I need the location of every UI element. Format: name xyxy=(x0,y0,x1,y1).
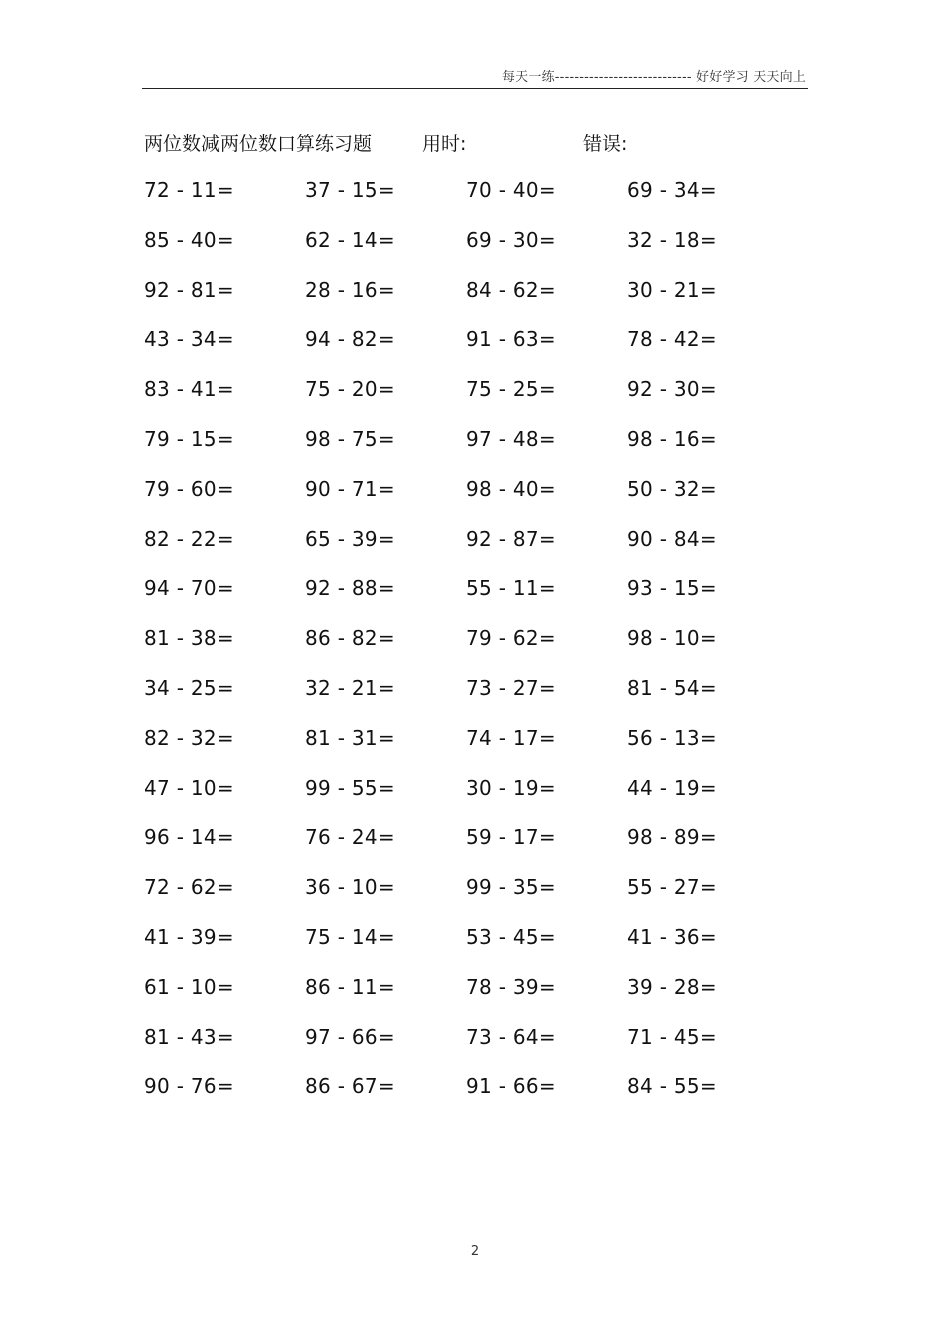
problem-item: 83 - 41= xyxy=(144,377,234,402)
problem-item: 79 - 62= xyxy=(466,626,556,651)
problem-item: 86 - 11= xyxy=(305,974,395,999)
problem-row xyxy=(0,166,950,216)
problem-item: 91 - 66= xyxy=(466,1074,556,1099)
problem-item: 61 - 10= xyxy=(144,974,234,999)
problem-item: 81 - 43= xyxy=(144,1024,234,1049)
problem-item: 86 - 67= xyxy=(305,1074,395,1099)
problem-item: 78 - 39= xyxy=(466,974,556,999)
time-used-label: 用时: xyxy=(422,133,467,155)
problem-item: 86 - 82= xyxy=(305,626,395,651)
problem-item: 34 - 25= xyxy=(144,675,234,700)
problem-item: 94 - 82= xyxy=(305,327,395,352)
problem-item: 30 - 21= xyxy=(627,277,717,302)
problem-item: 62 - 14= xyxy=(305,227,395,252)
problem-item: 55 - 11= xyxy=(466,576,556,601)
page-number: 2 xyxy=(470,1244,480,1259)
problem-item: 79 - 60= xyxy=(144,476,234,501)
problem-item: 30 - 19= xyxy=(466,775,556,800)
worksheet-title: 两位数减两位数口算练习题 xyxy=(144,133,373,155)
problem-row xyxy=(0,764,950,814)
problem-row xyxy=(0,813,950,863)
problem-item: 70 - 40= xyxy=(466,178,556,202)
problem-item: 55 - 27= xyxy=(627,875,717,900)
problem-item: 65 - 39= xyxy=(305,526,395,551)
problem-item: 98 - 40= xyxy=(466,476,556,501)
problem-item: 94 - 70= xyxy=(144,576,234,601)
problem-item: 98 - 75= xyxy=(305,426,395,451)
problem-item: 97 - 48= xyxy=(466,426,556,451)
problem-item: 53 - 45= xyxy=(466,924,556,949)
problem-item: 75 - 14= xyxy=(305,924,395,949)
problem-item: 90 - 76= xyxy=(144,1074,234,1099)
problem-item: 74 - 17= xyxy=(466,725,556,750)
problem-row xyxy=(0,365,950,415)
problem-item: 39 - 28= xyxy=(627,974,717,999)
problem-item: 82 - 22= xyxy=(144,526,234,551)
problem-item: 69 - 34= xyxy=(627,178,717,202)
problem-item: 50 - 32= xyxy=(627,476,717,501)
header-text: 每天一练---------------------------- 好好学习 天天向上 xyxy=(501,70,806,85)
problem-item: 98 - 16= xyxy=(627,426,717,451)
problem-item: 98 - 10= xyxy=(627,626,717,651)
problem-item: 59 - 17= xyxy=(466,825,556,850)
problem-item: 81 - 38= xyxy=(144,626,234,651)
problem-item: 84 - 62= xyxy=(466,277,556,302)
problem-item: 92 - 88= xyxy=(305,576,395,601)
problem-row xyxy=(0,564,950,614)
problem-item: 76 - 24= xyxy=(305,825,395,850)
problem-row xyxy=(0,1013,950,1063)
problem-item: 75 - 25= xyxy=(466,377,556,402)
problem-row xyxy=(0,963,950,1013)
problem-item: 56 - 13= xyxy=(627,725,717,750)
problem-item: 90 - 84= xyxy=(627,526,717,551)
problem-item: 92 - 87= xyxy=(466,526,556,551)
problem-item: 79 - 15= xyxy=(144,426,234,451)
worksheet-title-row xyxy=(0,129,950,157)
problem-row xyxy=(0,216,950,266)
problem-row xyxy=(0,1062,950,1112)
problem-item: 98 - 89= xyxy=(627,825,717,850)
problem-item: 96 - 14= xyxy=(144,825,234,850)
problem-item: 41 - 36= xyxy=(627,924,717,949)
problem-row xyxy=(0,266,950,316)
problem-item: 90 - 71= xyxy=(305,476,395,501)
problem-item: 36 - 10= xyxy=(305,875,395,900)
problem-item: 28 - 16= xyxy=(305,277,395,302)
problem-item: 72 - 11= xyxy=(144,178,234,202)
problem-item: 91 - 63= xyxy=(466,327,556,352)
problem-item: 82 - 32= xyxy=(144,725,234,750)
problem-item: 75 - 20= xyxy=(305,377,395,402)
problem-item: 47 - 10= xyxy=(144,775,234,800)
problem-row xyxy=(0,415,950,465)
problem-row xyxy=(0,515,950,565)
problem-item: 97 - 66= xyxy=(305,1024,395,1049)
problem-item: 72 - 62= xyxy=(144,875,234,900)
page-header xyxy=(142,62,808,89)
problem-grid xyxy=(0,166,950,1112)
error-count-label: 错误: xyxy=(583,133,628,155)
problem-item: 85 - 40= xyxy=(144,227,234,252)
problem-item: 99 - 35= xyxy=(466,875,556,900)
problem-item: 37 - 15= xyxy=(305,178,395,202)
problem-row xyxy=(0,614,950,664)
problem-item: 43 - 34= xyxy=(144,327,234,352)
problem-item: 84 - 55= xyxy=(627,1074,717,1099)
problem-item: 32 - 21= xyxy=(305,675,395,700)
problem-row xyxy=(0,315,950,365)
problem-item: 92 - 30= xyxy=(627,377,717,402)
problem-item: 81 - 31= xyxy=(305,725,395,750)
problem-item: 73 - 27= xyxy=(466,675,556,700)
problem-item: 93 - 15= xyxy=(627,576,717,601)
problem-row xyxy=(0,465,950,515)
problem-item: 81 - 54= xyxy=(627,675,717,700)
problem-item: 73 - 64= xyxy=(466,1024,556,1049)
problem-item: 69 - 30= xyxy=(466,227,556,252)
problem-row xyxy=(0,664,950,714)
problem-item: 71 - 45= xyxy=(627,1024,717,1049)
problem-row xyxy=(0,913,950,963)
problem-item: 44 - 19= xyxy=(627,775,717,800)
problem-item: 41 - 39= xyxy=(144,924,234,949)
problem-row xyxy=(0,714,950,764)
problem-item: 92 - 81= xyxy=(144,277,234,302)
problem-item: 32 - 18= xyxy=(627,227,717,252)
problem-item: 99 - 55= xyxy=(305,775,395,800)
problem-item: 78 - 42= xyxy=(627,327,717,352)
problem-row xyxy=(0,863,950,913)
